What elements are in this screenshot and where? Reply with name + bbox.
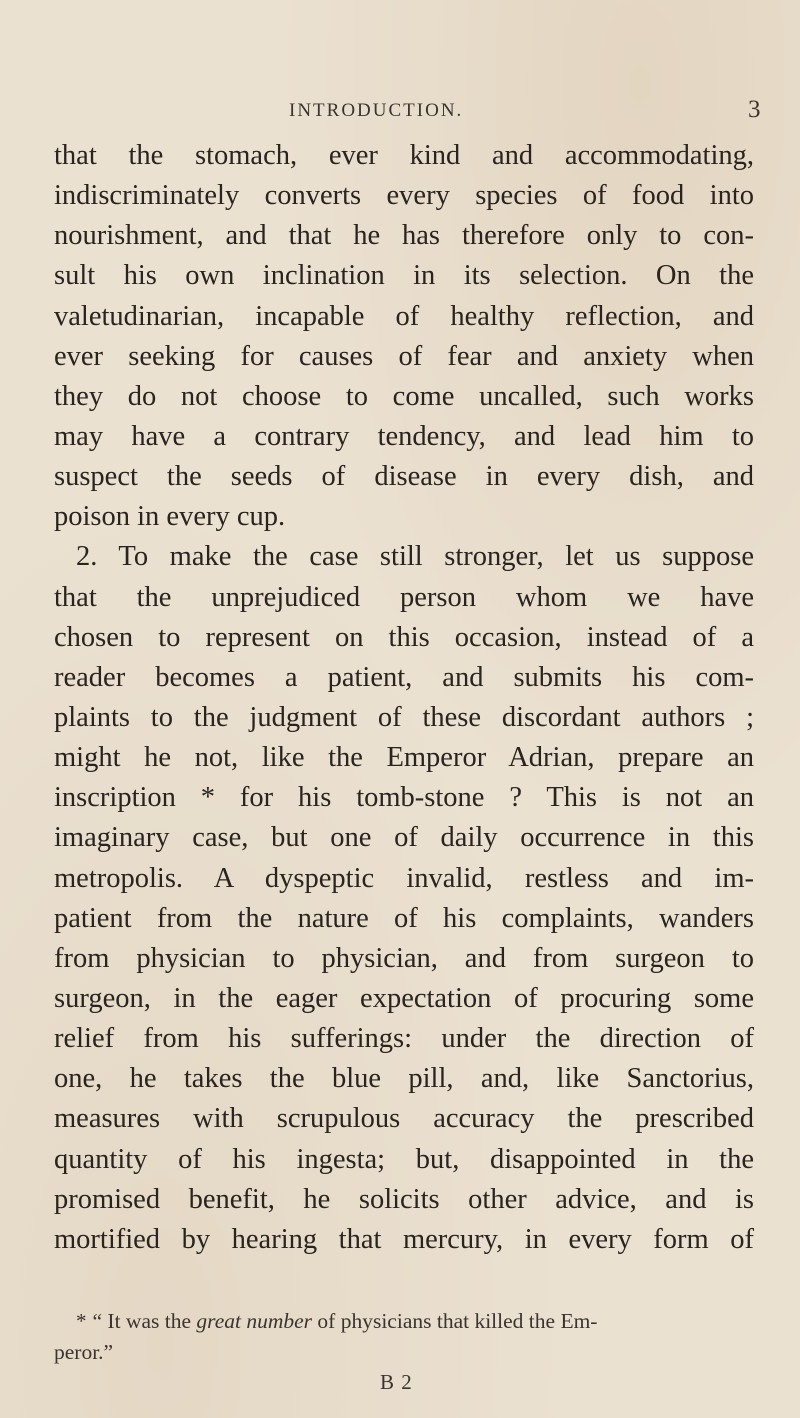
text-line: quantity of his ingesta; but, disappointed in the	[54, 1143, 754, 1175]
text-line: that the unprejudiced person whom we have	[54, 581, 754, 613]
footnote-mark: *	[76, 1309, 87, 1333]
text-line: might he not, like the Emperor Adrian, prepare an	[54, 742, 754, 774]
footnote	[54, 1306, 754, 1368]
text-line: suspect the seeds of disease in every dish, and	[54, 461, 754, 493]
text-line: chosen to represent on this occasion, instead of a	[54, 621, 754, 653]
text-line: one, he takes the blue pill, and, like Sanctorius,	[54, 1063, 754, 1095]
text-line: may have a contrary tendency, and lead him to	[54, 420, 754, 452]
text-line: mortified by hearing that mercury, in every form of	[54, 1223, 754, 1255]
text-line: from physician to physician, and from surgeon to	[54, 942, 754, 974]
text-line: they do not choose to come uncalled, such works	[54, 380, 754, 412]
text-line: promised benefit, he solicits other advice, and is	[54, 1183, 754, 1215]
text-line: sult his own inclination in its selection. On the	[54, 260, 754, 292]
text-line: nourishment, and that he has therefore only to con-	[54, 220, 754, 252]
text-line: metropolis. A dyspeptic invalid, restless and im-	[54, 862, 754, 894]
text-line: valetudinarian, incapable of healthy reflection, and	[54, 300, 754, 332]
text-line: relief from his sufferings: under the direction of	[54, 1023, 754, 1055]
text-line: patient from the nature of his complaints, wanders	[54, 902, 754, 934]
text-line: poison in every cup.	[54, 501, 286, 533]
footnote-emphasis: great number	[196, 1309, 313, 1333]
text-line: that the stomach, ever kind and accommodating,	[54, 140, 754, 171]
text-line: measures with scrupulous accuracy the prescribed	[54, 1103, 754, 1135]
paragraph-start-line: 2. To make the case still stronger, let us suppose	[76, 541, 754, 573]
text-line: ever seeking for causes of fear and anxiety when	[54, 340, 754, 372]
footnote-text: “ It was the	[92, 1309, 197, 1333]
text-line: surgeon, in the eager expectation of procuring some	[54, 982, 754, 1014]
text-line: inscription * for his tomb-stone ? This is not an	[54, 782, 754, 814]
running-head	[0, 96, 800, 130]
text-line: plaints to the judgment of these discordant authors ;	[54, 701, 754, 733]
text-line: imaginary case, but one of daily occurrence in this	[54, 822, 754, 854]
footnote-line: peror.”	[54, 1340, 114, 1364]
text-line: reader becomes a patient, and submits his com-	[54, 661, 754, 693]
body-text	[54, 136, 754, 1260]
footnote-line	[54, 1306, 754, 1337]
text-line: indiscriminately converts every species of food into	[54, 180, 754, 212]
page-number: 3	[748, 96, 761, 123]
signature-mark: B 2	[380, 1370, 413, 1394]
running-title: INTRODUCTION.	[289, 100, 464, 121]
footnote-text: of physicians that killed the Em-	[312, 1309, 598, 1333]
